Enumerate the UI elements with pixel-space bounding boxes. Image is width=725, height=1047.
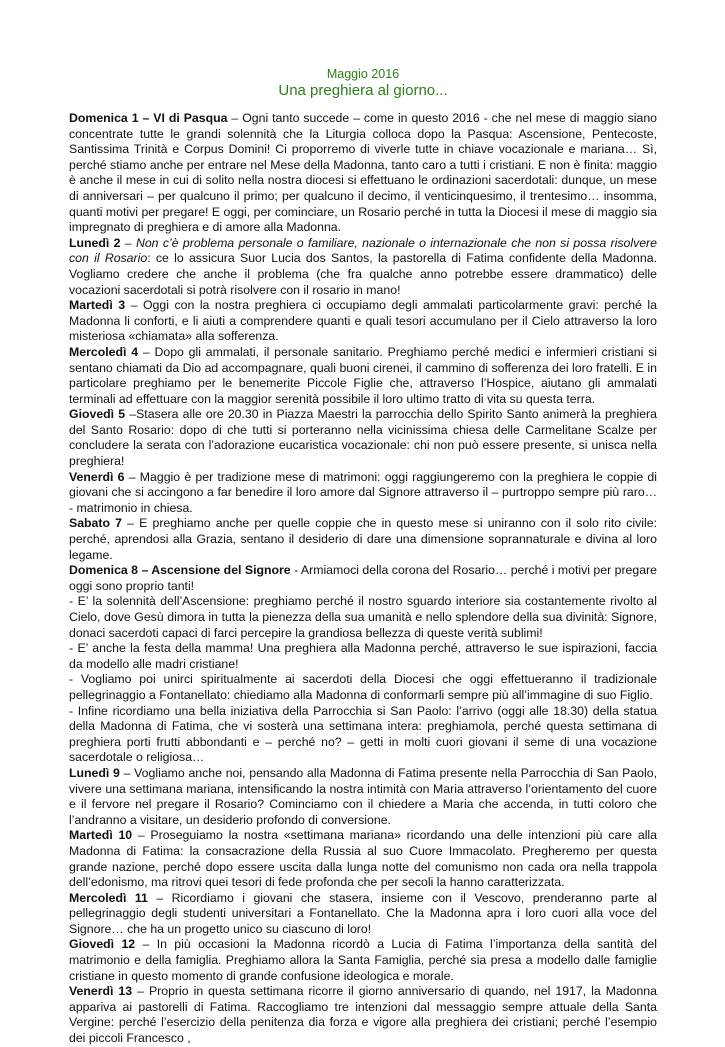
day-label: Sabato 7 xyxy=(69,516,122,531)
document-page xyxy=(69,66,657,1047)
day-entry-6 xyxy=(69,470,657,517)
day-quote: – Non c’è problema personale o familiare, nazionale o internazionale che non si possa risolvere con il Rosario xyxy=(69,235,657,266)
day-label: Giovedì 12 xyxy=(69,937,136,952)
list-item: - E’ la solennità dell’Ascensione: preghiamo perché il nostro sguardo interiore sia costantemente rivolto al Cielo, dove Gesù dimora in tutta la pienezza della sua umanità e nello splendore della sua divinità: Signore, donaci sacerdoti capaci di farci percepire la grandiosa bellezza di queste verità sublimi! xyxy=(69,594,657,640)
day-entry-8 xyxy=(69,563,657,594)
document-title: Una preghiera al giorno... xyxy=(278,82,448,99)
day-label: Lunedì 9 xyxy=(69,765,120,780)
day-text: – E preghiamo anche per quelle coppie che in questo mese si uniranno con il solo rito civile: perché, aprendosi alla Grazia, sentano il desiderio di dare una dimensione soprannaturale e divina al loro legame. xyxy=(69,516,657,562)
day-text: – In più occasioni la Madonna ricordò a Lucia di Fatima l’importanza della santità del matrimonio e della famiglia. Preghiamo allora la Santa Famiglia, perché sia presa a modello dalle famiglie cristiane in questo momento di grande confusione ideologica e morale. xyxy=(69,937,657,983)
list-item: - Vogliamo poi unirci spiritualmente ai sacerdoti della Diocesi che oggi effettueranno il tradizionale pellegrinaggio a Fontanellato: chiediamo alla Madonna di conformarli sempre più all’immagine di suo Figlio. xyxy=(69,672,657,702)
day-entry-3 xyxy=(69,298,657,345)
day-label: Mercoledì 4 xyxy=(69,344,139,359)
day-entry-5 xyxy=(69,407,657,469)
day-text: – Maggio è per tradizione mese di matrimoni: oggi raggiungeremo con la preghiera le coppie di giovani che si accingono a far benedire il loro amore dal Signore attraverso il – purtroppo sempre più raro… - matrimonio in chiesa. xyxy=(69,469,657,515)
day-text: –Stasera alle ore 20.30 in Piazza Maestri la parrocchia dello Spirito Santo animerà la preghiera del Santo Rosario: dopo di che tutti si porteranno nella vicinissima chiesa delle Carmelitane Scalze per concludere la serata con l’adorazione eucaristica vocazionale: chi non può essere presente, si unisca nella preghiera! xyxy=(69,407,657,469)
day-text: – Ricordiamo i giovani che stasera, insieme con il Vescovo, prenderanno parte al pellegrinaggio degli studenti universitari a Fontanellato. Che la Madonna apra i loro cuori alla voce del Signore… che ha un progetto unico su ciascuno di loro! xyxy=(69,890,657,936)
day-text: – Ogni tanto succede – come in questo 2016 - che nel mese di maggio siano concentrate tutte le grandi solennità che la Liturgia colloca dopo la Pasqua: Ascensione, Pentecoste, Santissima Trinità e Corpus Domini! Ci proporremo di viverle tutte in chiave vocazionale e mariana… Sì, perché stiamo anche per entrare nel Mese della Madonna, tanto caro a tutti i cristiani. E non è finita: maggio è anche il mese in cui di solito nella nostra diocesi si effettuano le ordinazioni sacerdotali: dunque, un mese di anniversari – per qualcuno il primo; per qualcuno il decimo, il venticinquesimo, il trentesimo… insomma, quanti motivi per pregare! E oggi, per cominciare, un Rosario perché in tutta la Diocesi il mese di maggio sia impregnato di preghiera e di amore alla Madonna. xyxy=(69,111,657,235)
day-entry-10 xyxy=(69,828,657,890)
list-item: - E’ anche la festa della mamma! Una preghiera alla Madonna perché, attraverso le sue ispirazioni, faccia da modello alle madri cristiane! xyxy=(69,641,657,671)
day-text: - Armiamoci della corona del Rosario… perché i motivi per pregare oggi sono proprio tanti! xyxy=(69,563,657,593)
day-text: : ce lo assicura Suor Lucia dos Santos, la pastorella di Fatima confidente della Madonna. Vogliamo credere che anche il problema (che fra qualche anno potrebbe essere drammatico) delle vocazioni sacerdotali si potrà risolvere con il rosario in mano! xyxy=(69,251,657,297)
day-entry-11 xyxy=(69,891,657,938)
day-text: – Proprio in questa settimana ricorre il giorno anniversario di quando, nel 1917, la Madonna appariva ai pastorelli di Fatima. Raccogliamo tre intenzioni dal messaggio sempre attuale della Santa Vergine: perché l’esercizio della penitenza dia forza e vigore alla preghiera dei cristiani; perché l’esempio dei piccoli Francesco , xyxy=(69,984,657,1046)
day-label: Domenica 8 – Ascensione del Signore xyxy=(69,563,291,578)
day-entry-13 xyxy=(69,984,657,1046)
day-entry-1 xyxy=(69,111,657,236)
day-label: Domenica 1 – VI di Pasqua xyxy=(69,111,228,125)
day-label: Venerdì 13 xyxy=(69,984,133,999)
day-text: – Dopo gli ammalati, il personale sanitario. Preghiamo perché medici e infermieri cristiani si sentano chiamati da Dio ad accompagnare, quali buoni cirenei, il cammino di sofferenza dei loro fratelli. E in particolare preghiamo per le benemerite Piccole Figlie che, attraverso l’Hospice, aiutano gli ammalati terminali ad effettuare con la maggior serenità possibile il loro ultimo tratto di vita su questa terra. xyxy=(69,344,657,406)
day-label: Mercoledì 11 xyxy=(69,890,148,905)
day-label: Venerdì 6 xyxy=(69,469,125,484)
day-text: – Vogliamo anche noi, pensando alla Madonna di Fatima presente nella Parrocchia di San Paolo, vivere una settimana mariana, intensificando la nostra intimità con Maria attraverso l’orientamento del cuore e il fervore nel pregare il Rosario? Cominciamo con il chiedere a Maria che accenda, in tutti coloro che l’andranno a visitare, un desiderio profondo di conversione. xyxy=(69,765,657,827)
day-entry-12 xyxy=(69,937,657,984)
day-label: Giovedì 5 xyxy=(69,407,126,422)
day-text: – Oggi con la nostra preghiera ci occupiamo degli ammalati particolarmente gravi: perché la Madonna li conforti, e li aiuti a comprendere quanti e quali tesori accumulano per il Cielo attraverso la loro misteriosa «chiamata» alla sofferenza. xyxy=(69,298,657,344)
day-entry-9 xyxy=(69,766,657,828)
day-label: Martedì 3 xyxy=(69,298,126,313)
day-text: – Proseguiamo la nostra «settimana mariana» ricordando una delle intenzioni più care alla Madonna di Fatima: la consacrazione della Russia al suo Cuore Immacolato. Pregheremo per questa grande nazione, perché dopo essere uscita dalla lunga notte del comunismo non cada ora nella trappola dell’edonismo, ma ritrovi quei tesori di fede profonda che per secoli la hanno caratterizzata. xyxy=(69,828,658,890)
day-label: Lunedì 2 xyxy=(69,235,121,250)
day-entry-2 xyxy=(69,236,657,298)
document-date: Maggio 2016 xyxy=(326,67,400,81)
day-entry-4 xyxy=(69,345,657,407)
day-label: Martedì 10 xyxy=(69,828,133,843)
day-entry-7 xyxy=(69,516,657,563)
list-item: - Infine ricordiamo una bella iniziativa della Parrocchia si San Paolo: l’arrivo (oggi alle 18.30) della statua della Madonna di Fatima, che vi sosterà una settimana intera: preghiamola, perché questa settimana di preghiera porti frutti abbondanti e – perché no? – getti in molti cuori giovani il seme di una vocazione sacerdotale o religiosa… xyxy=(69,703,657,765)
